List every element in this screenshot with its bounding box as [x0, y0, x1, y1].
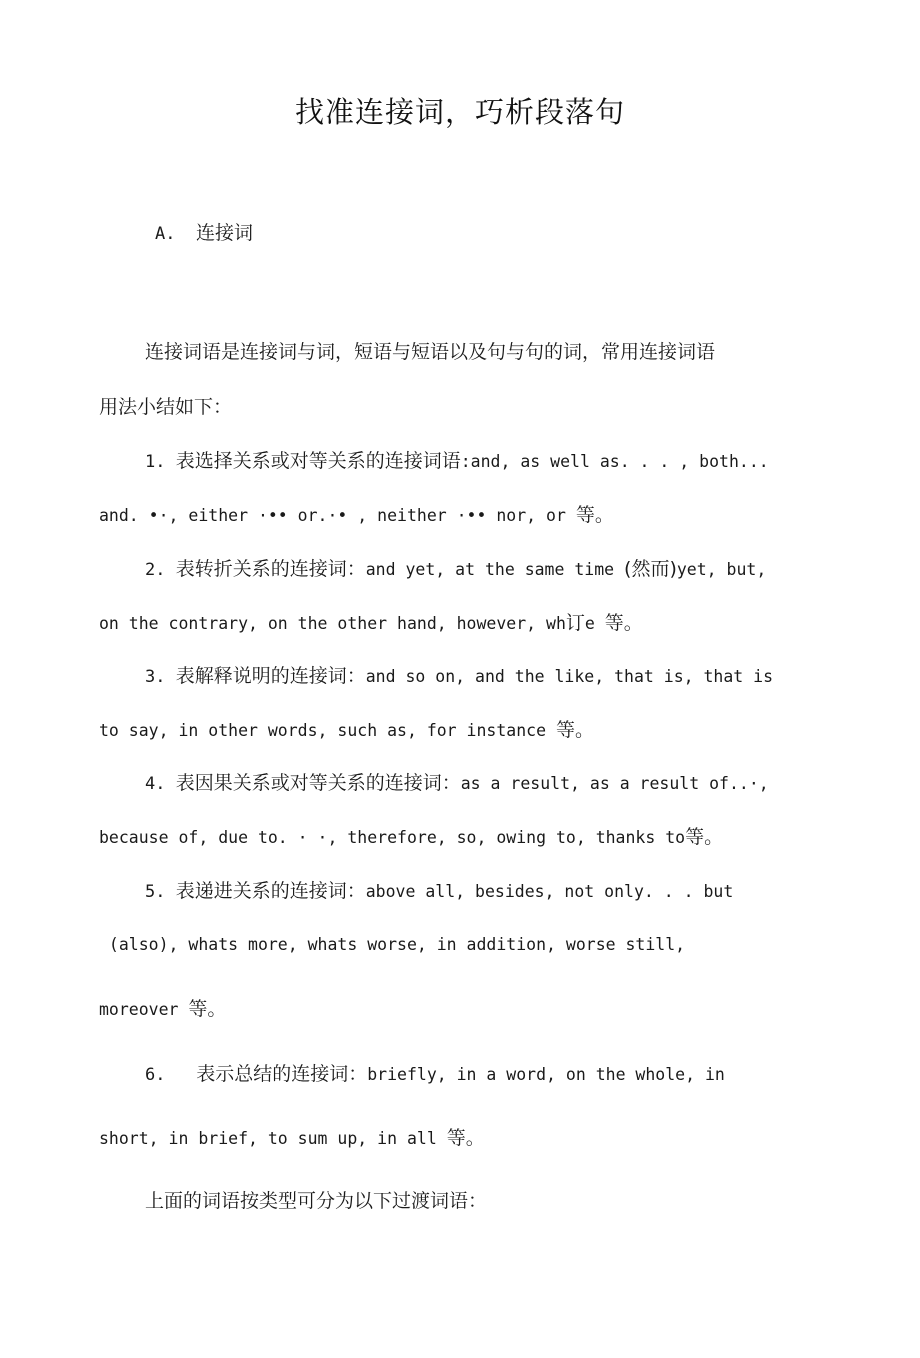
item-4-heading: 表因果关系或对等关系的连接词：: [175, 772, 461, 794]
item-5-english-cont: (also), whats more, whats worse, in addition, worse still,: [99, 935, 686, 954]
item-4-line-1: [145, 771, 769, 796]
item-3-etc: 等。: [555, 719, 594, 741]
item-6-etc: 等。: [446, 1127, 485, 1149]
item-5-english-cont-2: moreover: [99, 1000, 189, 1019]
item-2-heading: 表转折关系的连接词：: [175, 558, 366, 580]
item-6-number: 6.: [145, 1065, 166, 1085]
item-6-english: briefly, in a word, on the whole, in: [367, 1065, 725, 1084]
item-4-english: as a result, as a result of..·,: [460, 774, 769, 793]
item-6-line-1: [145, 1062, 725, 1087]
item-5-etc: 等。: [188, 998, 227, 1020]
item-2-english-cont-tail: e: [584, 614, 605, 633]
document-title: 找准连接词，巧析段落句: [294, 95, 625, 129]
item-5-line-1: [145, 879, 733, 904]
item-6-english-cont: short, in brief, to sum up, in all: [99, 1129, 447, 1148]
intro-line-1: 连接词语是连接词与词，短语与短语以及句与句的词，常用连接词语: [145, 341, 716, 363]
item-4-line-2: [99, 825, 723, 850]
item-6-heading: 表示总结的连接词：: [196, 1063, 368, 1085]
item-5-english: above all, besides, not only. . . but: [365, 882, 734, 901]
item-3-english: and so on, and the like, that is, that is: [365, 667, 774, 686]
item-1-number: 1.: [145, 452, 166, 472]
item-4-number: 4.: [145, 774, 166, 794]
item-2-etc: 等。: [604, 612, 643, 634]
item-5-line-2: [99, 933, 685, 957]
item-4-english-cont: because of, due to. · ·, therefore, so, owing to, thanks to: [99, 828, 686, 847]
item-2-paren-cn: (然而): [624, 558, 677, 580]
item-5-heading: 表递进关系的连接词：: [175, 880, 366, 902]
section-marker: A.: [155, 224, 176, 244]
item-4-etc: 等。: [685, 826, 724, 848]
item-1-english-cont: and. •·, either ·•• or.·• , neither ·•• nor, or: [99, 506, 576, 525]
item-2-line-2: [99, 611, 643, 636]
item-2-english: and yet, at the same time: [365, 560, 625, 579]
item-2-line-1: [145, 557, 766, 582]
item-1-etc: 等。: [575, 504, 614, 526]
item-3-heading: 表解释说明的连接词：: [175, 665, 366, 687]
item-2-number: 2.: [145, 560, 166, 580]
item-3-line-1: [145, 664, 773, 689]
item-2-english-cont: on the contrary, on the other hand, however, wh: [99, 614, 566, 633]
item-6-line-2: [99, 1126, 485, 1151]
item-3-english-cont: to say, in other words, such as, for instance: [99, 721, 556, 740]
section-label: 连接词: [195, 222, 253, 244]
section-heading: [155, 221, 253, 246]
item-1-heading: 表选择关系或对等关系的连接词语: [175, 450, 461, 472]
item-5-number: 5.: [145, 882, 166, 902]
item-2-garbled-char: 订: [565, 612, 585, 634]
item-2-english-tail: yet, but,: [676, 560, 767, 579]
item-3-line-2: [99, 718, 594, 743]
item-1-line-1: [145, 449, 769, 474]
item-1-line-2: [99, 503, 614, 528]
item-3-number: 3.: [145, 667, 166, 687]
item-5-line-3: [99, 997, 226, 1022]
intro-line-2: 用法小结如下：: [99, 396, 233, 418]
item-1-english: :and, as well as. . . , both...: [460, 452, 769, 471]
closing-line: 上面的词语按类型可分为以下过渡词语：: [145, 1190, 488, 1212]
